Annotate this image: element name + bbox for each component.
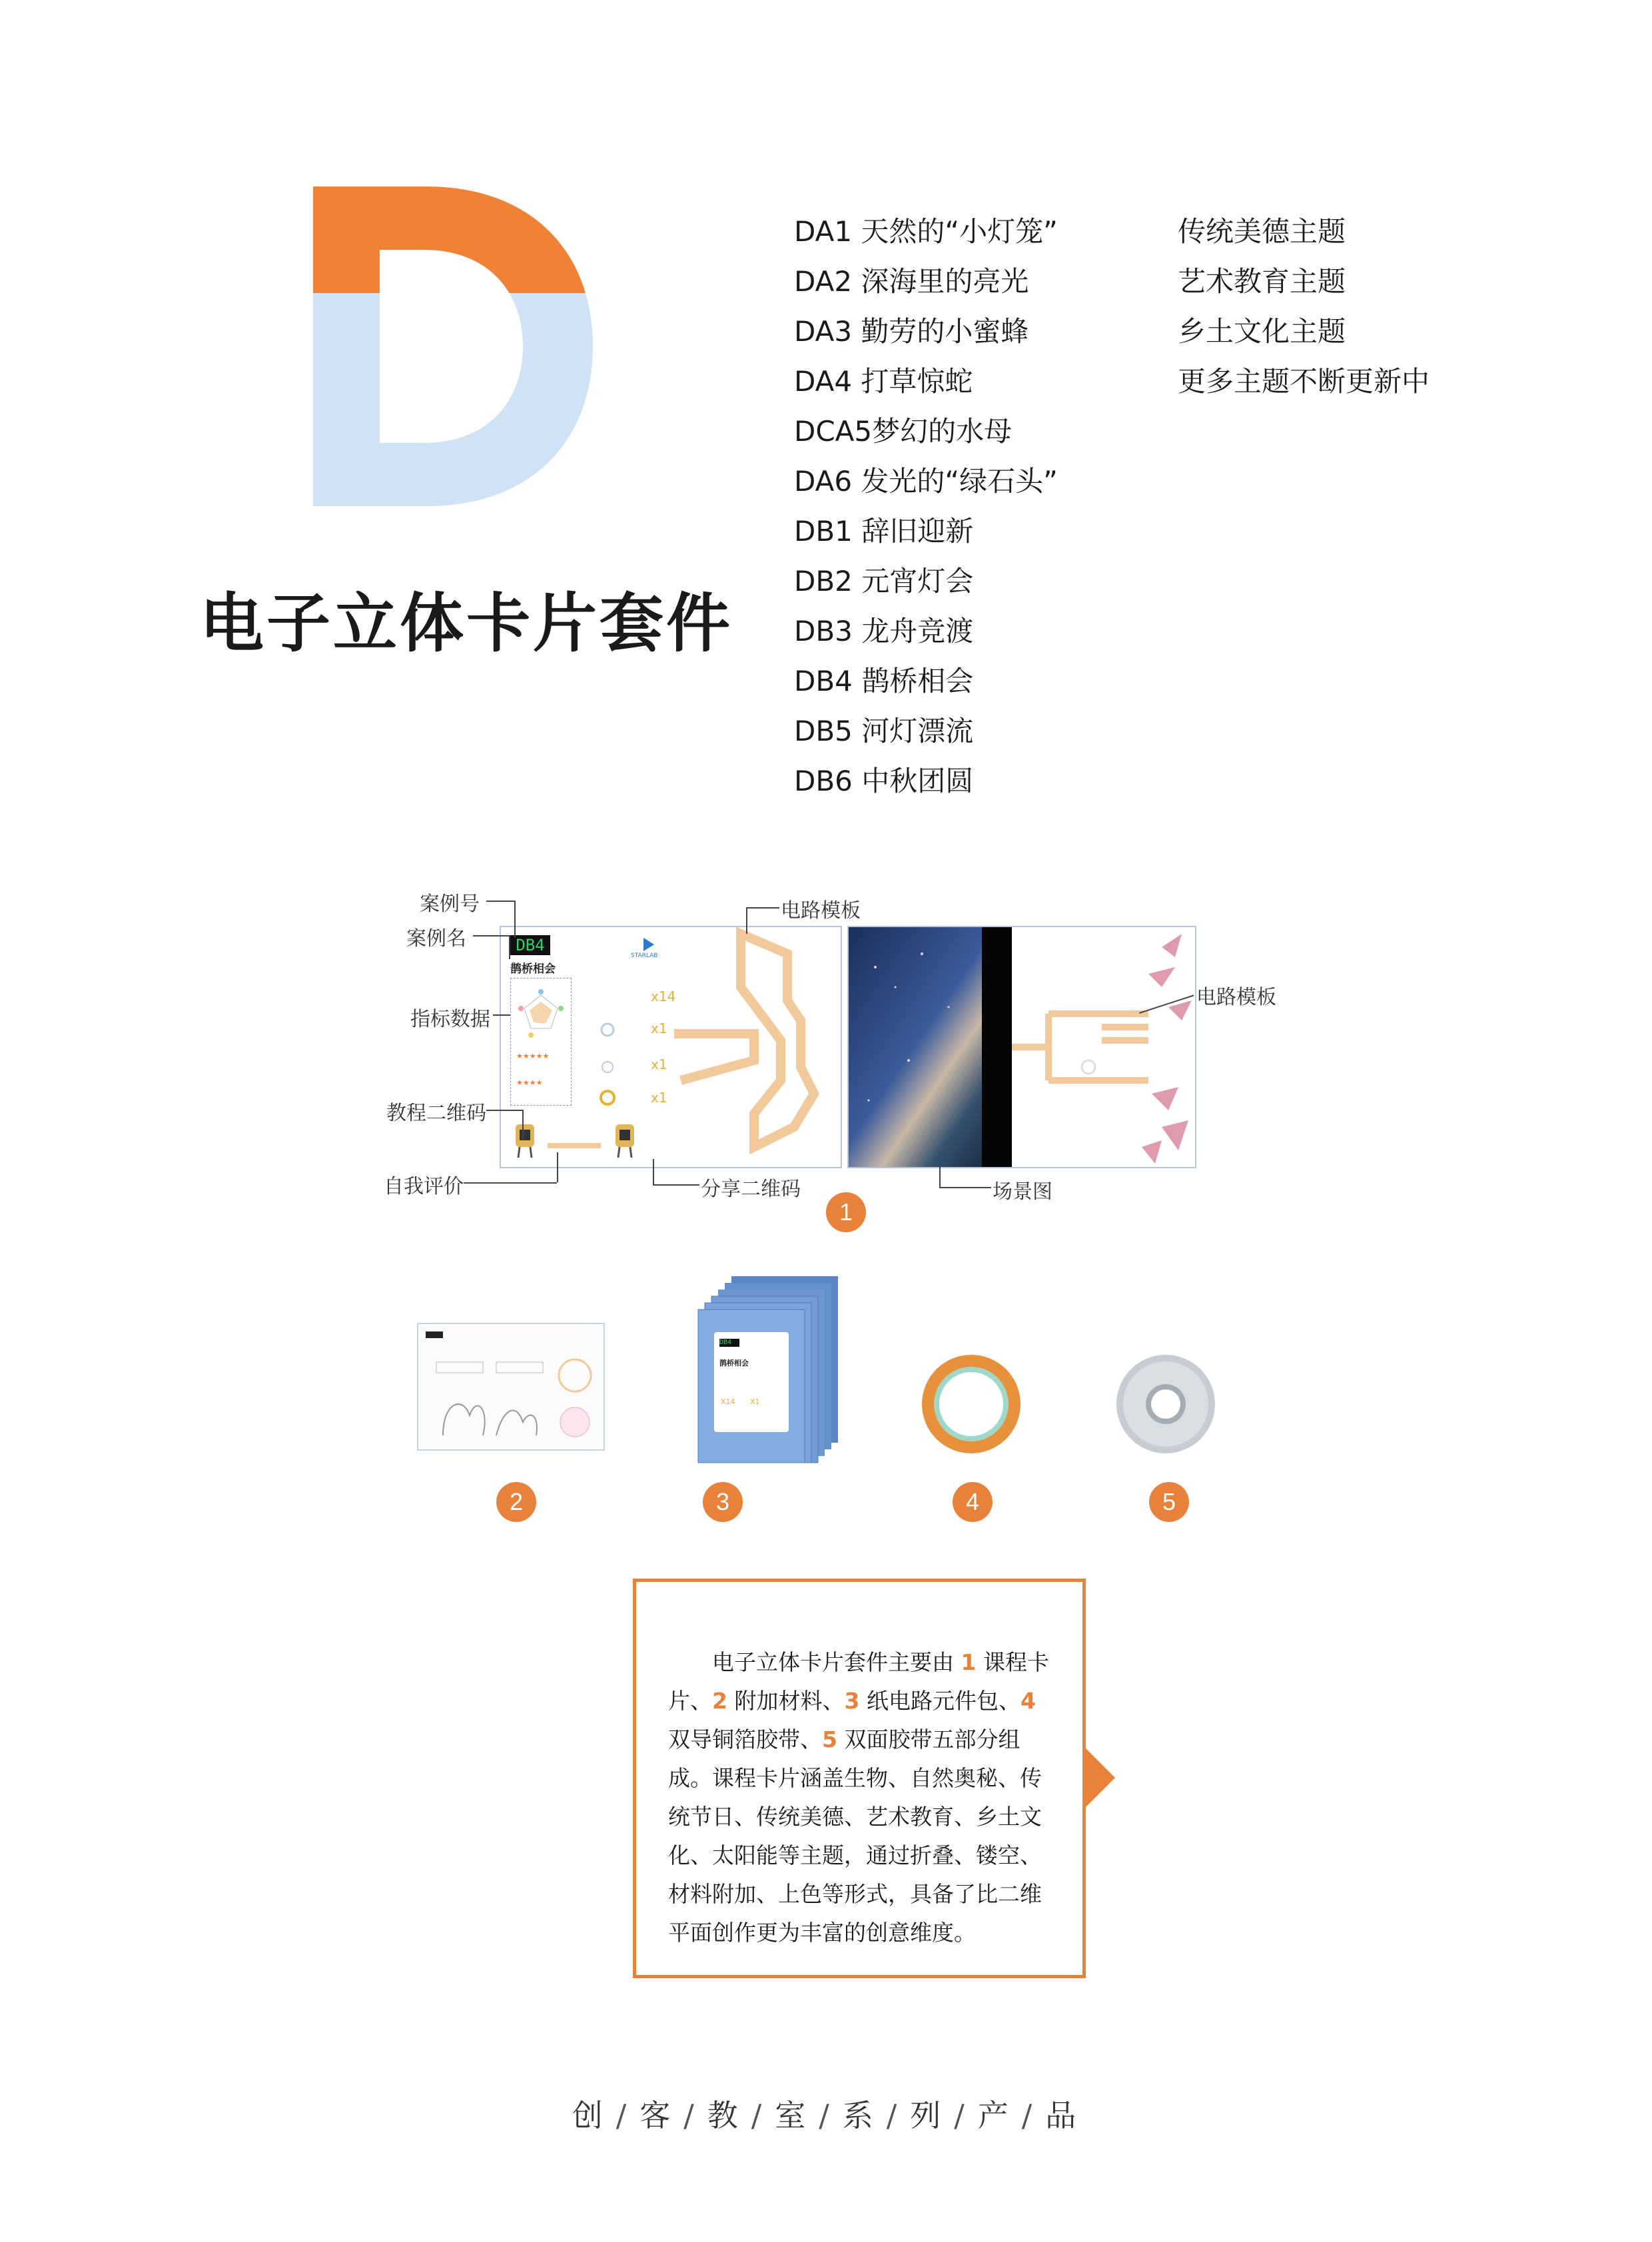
- label-metrics: 指标数据: [410, 1008, 490, 1031]
- circuit-template-left: [667, 927, 841, 1167]
- footer-char: 产: [977, 2097, 1013, 2133]
- desc-seg: 双导铜箔胶带、: [668, 1726, 822, 1752]
- footer-char: 教: [707, 2097, 742, 2133]
- theme-item: 艺术教育主题: [1178, 265, 1346, 298]
- footer-char: 列: [910, 2097, 945, 2133]
- footer-char: 创: [572, 2097, 607, 2133]
- badge-4: 4: [953, 1482, 993, 1522]
- svg-text:★★★★★: ★★★★★: [516, 1052, 550, 1060]
- material-qty-d: x1: [651, 1090, 667, 1106]
- footer-char: 系: [842, 2097, 877, 2133]
- desc-num: 3: [844, 1688, 860, 1714]
- label-self-eval: 自我评价: [384, 1175, 464, 1198]
- case-code-list: [794, 206, 1058, 806]
- label-tutorial-qr: 教程二维码: [386, 1102, 486, 1125]
- footer-char: 品: [1045, 2097, 1080, 2133]
- badge-2: 2: [496, 1482, 536, 1522]
- case-code-item: DCA5梦幻的水母: [794, 415, 1013, 448]
- case-code-item: DA3 勤劳的小蜜蜂: [794, 315, 1029, 348]
- case-code-item: DA4 打草惊蛇: [794, 365, 973, 398]
- label-case-name: 案例名: [406, 927, 466, 950]
- d-letter-logo: [313, 187, 593, 506]
- case-code-item: DB1 辞旧迎新: [794, 515, 974, 548]
- case-code-item: DB2 元宵灯会: [794, 565, 974, 597]
- course-card-diagram: [373, 879, 1276, 1239]
- pack-case-name: 鹊桥相会: [719, 1359, 749, 1367]
- double-sided-tape-image: [1112, 1352, 1219, 1459]
- label-circuit-template-right: 电路模板: [1196, 986, 1276, 1009]
- footer-series-title: 创 / 客 / 教 / 室 / 系 / 列 / 产 / 品: [572, 2097, 1080, 2133]
- description-arrow-icon: [1086, 1748, 1115, 1807]
- desc-seg: 双面胶带五部分组成。课程卡片涵盖生物、自然奥秘、传统节日、传统美德、艺术教育、乡土文化、太阳能等主题，通过折叠、镂空、材料附加、上色等形式，具备了比二维平面创作更为丰富的创意维度。: [668, 1726, 1042, 1946]
- scene-image: [849, 927, 1195, 1167]
- case-name-text: 鹊桥相会: [510, 962, 556, 976]
- badge-1: 1: [826, 1192, 866, 1232]
- additional-materials-image: [416, 1322, 610, 1455]
- radar-chart-icon: [511, 978, 571, 1105]
- theme-item: 传统美德主题: [1178, 215, 1346, 248]
- desc-num: 5: [822, 1726, 837, 1752]
- footer-char: 客: [639, 2097, 675, 2133]
- desc-num: 1: [961, 1649, 977, 1675]
- label-scene: 场景图: [993, 1180, 1052, 1204]
- material-qty-a: x14: [651, 988, 676, 1004]
- footer-char: 室: [775, 2097, 810, 2133]
- description-text: [668, 1643, 1061, 1952]
- pack-qty-b: X1: [750, 1397, 760, 1406]
- metrics-panel: [510, 978, 572, 1106]
- kit-title: 电子立体卡片套件: [200, 586, 733, 661]
- card-back-panel: [847, 926, 1196, 1168]
- material-qty-b: x1: [651, 1020, 667, 1036]
- desc-seg: 附加材料、: [734, 1688, 845, 1714]
- theme-list: [1178, 206, 1430, 406]
- label-share-qr: 分享二维码: [701, 1178, 801, 1201]
- case-code-item: DB3 龙舟竞渡: [794, 615, 974, 647]
- case-code-item: DB5 河灯漂流: [794, 715, 974, 747]
- component-icons: [594, 1014, 621, 1107]
- case-number-box: DB4: [510, 935, 550, 955]
- theme-item: 更多主题不断更新中: [1178, 365, 1430, 398]
- brand-text: STARLAB: [631, 952, 658, 959]
- material-qty-c: x1: [651, 1056, 667, 1072]
- case-code-item: DB4 鹊桥相会: [794, 665, 974, 697]
- case-code-item: DA6 发光的“绿石头”: [794, 465, 1058, 498]
- description-box: [633, 1579, 1086, 1978]
- paper-circuit-pack-image: [685, 1272, 845, 1465]
- case-code-item: DA1 天然的“小灯笼”: [794, 215, 1058, 248]
- desc-num: 2: [712, 1688, 727, 1714]
- desc-seg: 电子立体卡片套件主要由: [712, 1649, 954, 1675]
- share-qr-robot-icon: [612, 1120, 638, 1160]
- desc-seg: 课程卡片、: [668, 1649, 1049, 1714]
- badge-3: 3: [703, 1482, 743, 1522]
- case-code-item: DA2 深海里的亮光: [794, 265, 1029, 298]
- pack-qty-a: X14: [721, 1397, 735, 1406]
- svg-text:★★★★: ★★★★: [516, 1078, 543, 1087]
- pack-case-code: DB4: [719, 1339, 732, 1346]
- copper-tape-roll-image: [919, 1352, 1026, 1459]
- label-circuit-template-top: 电路模板: [781, 899, 861, 923]
- desc-seg: 纸电路元件包、: [866, 1688, 1021, 1714]
- desc-num: 4: [1020, 1688, 1036, 1714]
- self-eval-bar: [548, 1139, 601, 1152]
- theme-item: 乡土文化主题: [1178, 315, 1346, 348]
- badge-5: 5: [1149, 1482, 1189, 1522]
- label-case-no: 案例号: [420, 893, 480, 916]
- tutorial-qr-robot-icon: [512, 1120, 538, 1160]
- card-front-panel: [500, 926, 842, 1168]
- case-code-item: DB6 中秋团圆: [794, 765, 974, 797]
